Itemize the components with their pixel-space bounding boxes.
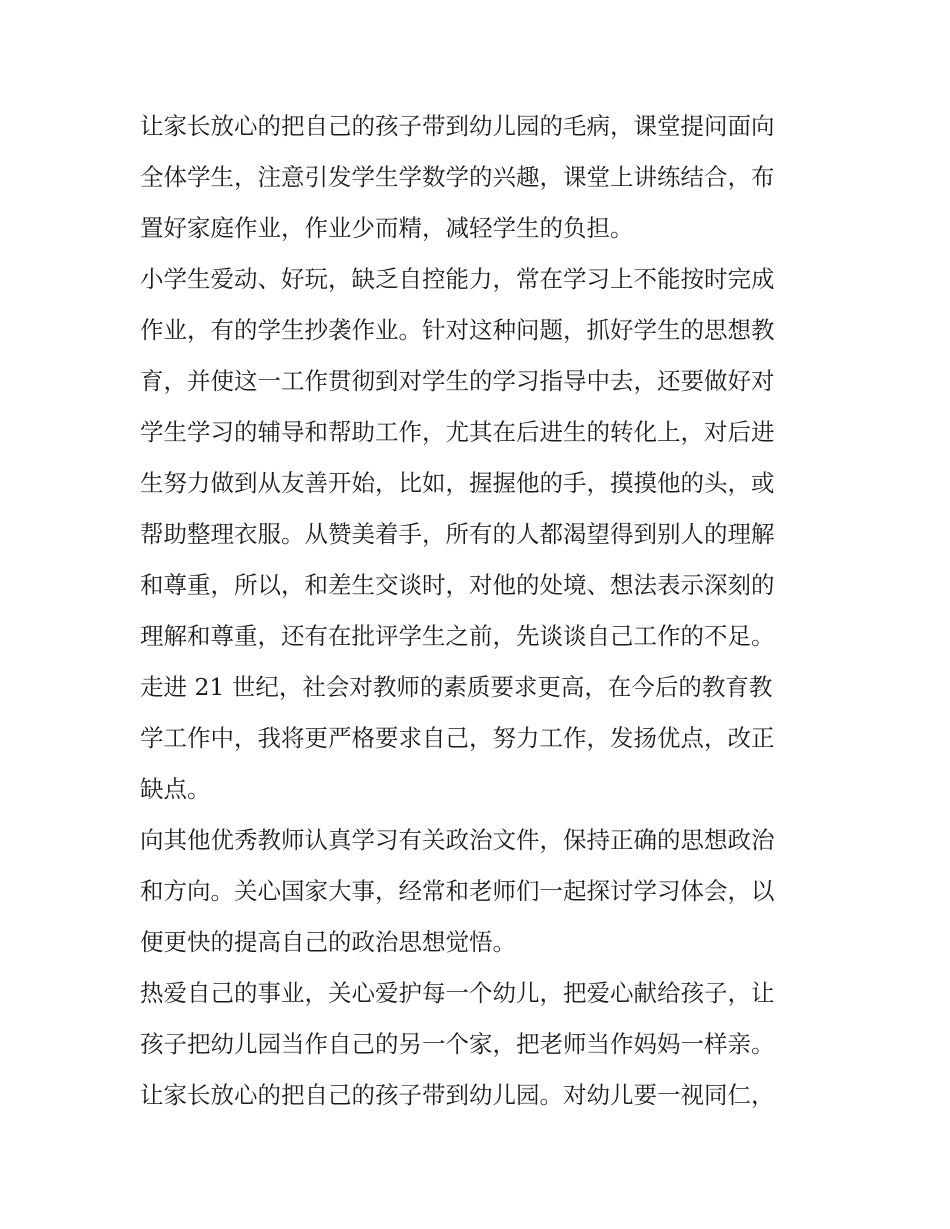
text-line: 孩子把幼儿园当作自己的另一个家，把老师当作妈妈一样亲。	[140, 1030, 775, 1058]
text-line: 置好家庭作业，作业少而精，减轻学生的负担。	[140, 214, 634, 242]
text-line: 帮助整理衣服。从赞美着手，所有的人都渴望得到别人的理解	[140, 520, 775, 548]
text-line: 和尊重，所以，和差生交谈时，对他的处境、想法表示深刻的	[140, 571, 775, 599]
text-line: 和方向。关心国家大事，经常和老师们一起探讨学习体会，以	[140, 877, 775, 905]
text-line: 理解和尊重，还有在批评学生之前，先谈谈自己工作的不足。	[140, 622, 775, 650]
text-line: 缺点。	[140, 775, 211, 803]
text-line: 学生学习的辅导和帮助工作，尤其在后进生的转化上，对后进	[140, 418, 775, 446]
body-text	[140, 101, 820, 1121]
text-line: 学工作中，我将更严格要求自己，努力工作，发扬优点，改正	[140, 724, 775, 752]
text-line: 小学生爱动、好玩，缺乏自控能力，常在学习上不能按时完成	[140, 265, 775, 293]
text-line: 育，并使这一工作贯彻到对学生的学习指导中去，还要做好对	[140, 367, 775, 395]
text-line: 走进 21 世纪，社会对教师的素质要求更高，在今后的教育教	[140, 673, 773, 701]
text-line: 作业，有的学生抄袭作业。针对这种问题，抓好学生的思想教	[140, 316, 775, 344]
text-line: 向其他优秀教师认真学习有关政治文件，保持正确的思想政治	[140, 826, 775, 854]
text-line: 全体学生，注意引发学生学数学的兴趣，课堂上讲练结合，布	[140, 163, 775, 191]
text-line: 便更快的提高自己的政治思想觉悟。	[140, 928, 516, 956]
text-line: 热爱自己的事业，关心爱护每一个幼儿，把爱心献给孩子，让	[140, 979, 775, 1007]
text-line: 让家长放心的把自己的孩子带到幼儿园的毛病，课堂提问面向	[140, 112, 775, 140]
text-line: 生努力做到从友善开始，比如，握握他的手，摸摸他的头，或	[140, 469, 775, 497]
text-line: 让家长放心的把自己的孩子带到幼儿园。对幼儿要一视同仁，	[140, 1081, 775, 1109]
